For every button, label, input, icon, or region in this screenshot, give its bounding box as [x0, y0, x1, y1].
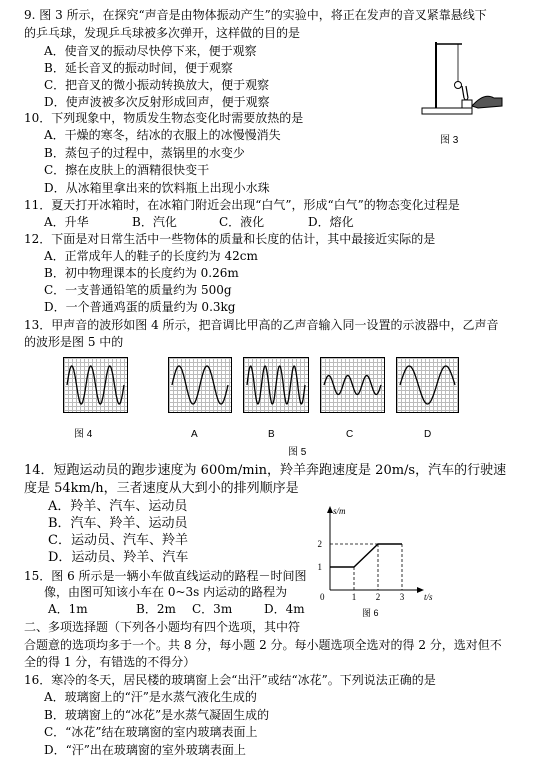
q11-stem: 11．夏天打开冰箱时，在冰箱门附近会出现“白气”，形成“白气”的物态变化过程是	[24, 198, 460, 212]
q15-option-d: D．4m	[264, 602, 305, 616]
figure5-caption: 图 5	[288, 447, 307, 458]
q16-option-d: D．“汗”出在玻璃窗的室外玻璃表面上	[44, 743, 246, 757]
q10-option-b: B．蒸包子的过程中，蒸锅里的水变少	[44, 146, 245, 160]
figure5-d-wave-trace	[400, 366, 455, 404]
figure5-label-d: D	[424, 429, 432, 440]
q12-option-d: D．一个普通鸡蛋的质量约为 0.3kg	[44, 300, 236, 314]
q13-stem-line2: 的波形是图 5 中的	[24, 335, 124, 349]
figure6-caption: 图 6	[362, 608, 379, 618]
figure5-waveform-c	[320, 357, 385, 413]
q15-option-b: B．2m	[136, 602, 176, 616]
figure6-ylabel: s/m	[333, 506, 346, 516]
figure5-label-b: B	[268, 429, 275, 440]
figure6-path-line	[330, 544, 402, 567]
q9-option-d: D．使声波被多次反射形成回声，便于观察	[44, 95, 270, 109]
q9-stem-line1: 9. 图 3 所示，在探究“声音是由物体振动产生”的实验中，将正在发声的音叉紧靠悬线下	[24, 8, 487, 22]
q10-stem: 10．下列现象中，物质发生物态变化时需要放热的是	[24, 111, 304, 125]
figure5-a-wave-trace	[172, 366, 228, 404]
q15-option-a: A．1m	[48, 602, 88, 616]
figure6-origin: 0	[320, 592, 325, 602]
section2-line1: 二、多项选择题（下列各小题均有四个选项，其中符	[24, 620, 301, 634]
q14-stem-line1: 14．短跑运动员的跑步速度为 600m/min，羚羊奔跑速度是 20m/s，汽车的行驶速	[24, 463, 507, 478]
q15-stem-line2: 像，由图可知该小车在 0~3s 内运动的路程为	[44, 585, 288, 599]
q11-option-a: A．升华	[44, 215, 89, 229]
section2-line2: 合题意的选项均多于一个。共 8 分，每小题 2 分。每小题选项全选对的得 2 分，选对但不	[24, 638, 502, 652]
figure5-b-wave-trace	[247, 366, 305, 404]
figure5-label-c: C	[346, 429, 354, 440]
q16-stem: 16．寒冷的冬天，居民楼的玻璃窗上会“出汗”或结“冰花”。下列说法正确的是	[24, 673, 436, 687]
figure3-caption: 图 3	[440, 135, 459, 146]
figure5-waveform-d	[396, 357, 459, 413]
figure5-c-wave-trace	[324, 376, 381, 395]
q12-option-c: C．一支普通铅笔的质量约为 500g	[44, 283, 232, 297]
q12-stem: 12．下面是对日常生活中一些物体的质量和长度的估计，其中最接近实际的是	[24, 232, 436, 246]
q14-option-c: C．运动员、汽车、羚羊	[48, 533, 188, 548]
q9-option-b: B．延长音叉的振动时间，便于观察	[44, 61, 233, 75]
figure5-waveform-b	[243, 357, 309, 413]
q9-option-a: A．使音叉的振动尽快停下来，便于观察	[44, 44, 257, 58]
figure6-xtick-1: 1	[351, 592, 357, 602]
figure6-ytick-2: 2	[317, 539, 322, 549]
q10-option-c: C．擦在皮肤上的酒精很快变干	[44, 163, 210, 177]
q9-stem-line2: 的乒乓球，发现乒乓球被多次弹开，这样做的目的是	[24, 26, 301, 40]
q9-option-c: C．把音叉的微小振动转换放大，便于观察	[44, 78, 270, 92]
q16-option-a: A．玻璃窗上的“汗”是水蒸气液化生成的	[44, 690, 257, 704]
q11-option-c: C．液化	[219, 215, 265, 229]
figure4-waveform	[63, 357, 128, 413]
q11-option-d: D．熔化	[308, 215, 354, 229]
figure6-xlabel: t/s	[424, 592, 433, 602]
q10-option-d: D．从冰箱里拿出来的饮料瓶上出现小水珠	[44, 181, 270, 195]
q14-option-d: D．运动员、羚羊、汽车	[48, 550, 189, 565]
figure6-xtick-3: 3	[399, 592, 405, 602]
q14-option-a: A．羚羊、汽车、运动员	[48, 499, 188, 514]
q14-stem-line2: 度是 54km/h，三者速度从大到小的排列顺序是	[24, 481, 299, 496]
q16-option-b: B．玻璃窗上的“冰花”是水蒸气凝固生成的	[44, 708, 270, 722]
q14-option-b: B．汽车、羚羊、运动员	[48, 516, 188, 531]
figure6-graph	[300, 500, 460, 620]
q16-option-c: C．“冰花”结在玻璃窗的室内玻璃表面上	[44, 725, 258, 739]
q15-stem-line1: 15．图 6 所示是一辆小车做直线运动的路程－时间图	[24, 569, 307, 583]
figure4-caption: 图 4	[74, 429, 93, 440]
q11-option-b: B．汽化	[132, 215, 177, 229]
figure6-x-arrow	[417, 587, 424, 593]
q12-option-a: A．正常成年人的鞋子的长度约为 42cm	[44, 249, 258, 263]
section2-line3: 全的得 1 分，有错选的不得分）	[24, 655, 196, 669]
q13-stem-line1: 13．甲声音的波形如图 4 所示，把音调比甲高的乙声音输入同一设置的示波器中，乙声音	[24, 318, 499, 332]
figure6-ytick-1: 1	[317, 562, 322, 572]
q10-option-a: A．干燥的寒冬，结冰的衣服上的冰慢慢消失	[44, 128, 281, 142]
q12-option-b: B．初中物理课本的长度约为 0.26m	[44, 266, 239, 280]
figure5-waveform-a	[168, 357, 232, 413]
figure6-xtick-2: 2	[375, 592, 381, 602]
q15-option-c: C．3m	[192, 602, 233, 616]
figure4-wave-trace	[67, 366, 124, 404]
figure3-apparatus	[418, 36, 518, 120]
figure5-label-a: A	[191, 429, 198, 440]
